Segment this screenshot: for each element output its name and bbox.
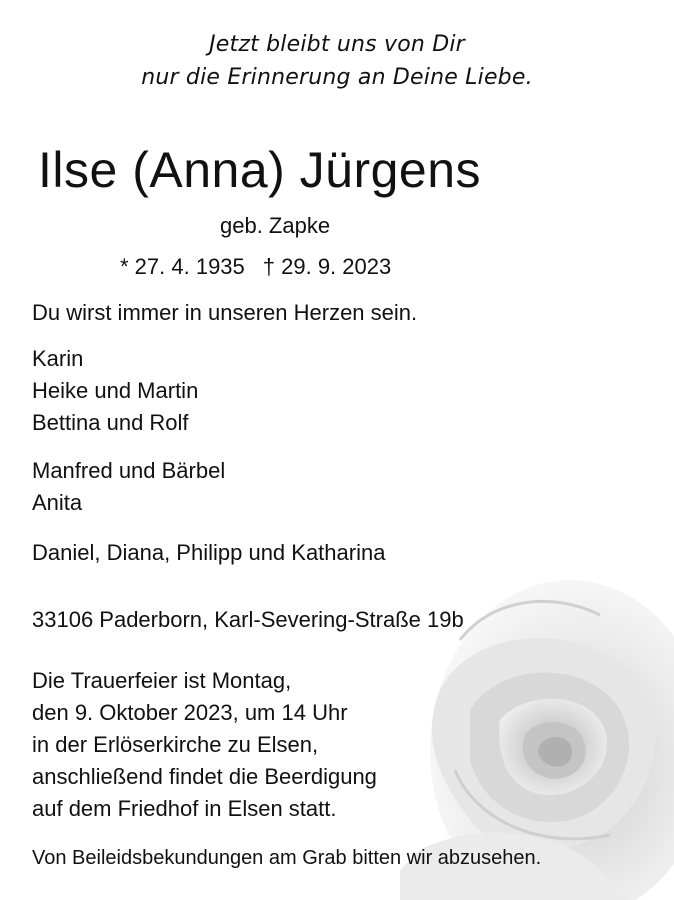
grandchildren: Daniel, Diana, Philipp und Katharina	[32, 540, 386, 565]
quote-line: Jetzt bleibt uns von Dir	[209, 32, 465, 57]
family-member: Manfred und Bärbel	[32, 458, 226, 483]
family-group-siblings	[32, 455, 225, 519]
address: 33106 Paderborn, Karl-Severing-Straße 19b	[32, 607, 464, 632]
birth-date: * 27. 4. 1935	[120, 254, 245, 279]
family-member: Karin	[32, 346, 84, 371]
service-line: Die Trauerfeier ist Montag,	[32, 668, 292, 693]
life-dates	[120, 253, 391, 281]
family-member: Bettina und Rolf	[32, 410, 189, 435]
service-line: anschließend findet die Beerdigung	[32, 764, 377, 789]
family-group-children	[32, 343, 198, 439]
service-line: in der Erlöserkirche zu Elsen,	[32, 732, 319, 757]
quote-line: nur die Erinnerung an Deine Liebe.	[141, 65, 533, 90]
service-line: auf dem Friedhof in Elsen statt.	[32, 796, 337, 821]
condolence-note: Von Beileidsbekundungen am Grab bitten wir abzusehen.	[32, 847, 542, 869]
memorial-message: Du wirst immer in unseren Herzen sein.	[32, 300, 418, 325]
deceased-name: Ilse (Anna) Jürgens	[38, 142, 482, 198]
born-name: geb. Zapke	[220, 213, 331, 238]
family-member: Anita	[32, 490, 83, 515]
death-date: † 29. 9. 2023	[262, 254, 392, 279]
memorial-quote	[0, 28, 674, 94]
service-line: den 9. Oktober 2023, um 14 Uhr	[32, 700, 348, 725]
funeral-service-info	[32, 665, 377, 825]
family-member: Heike und Martin	[32, 378, 199, 403]
